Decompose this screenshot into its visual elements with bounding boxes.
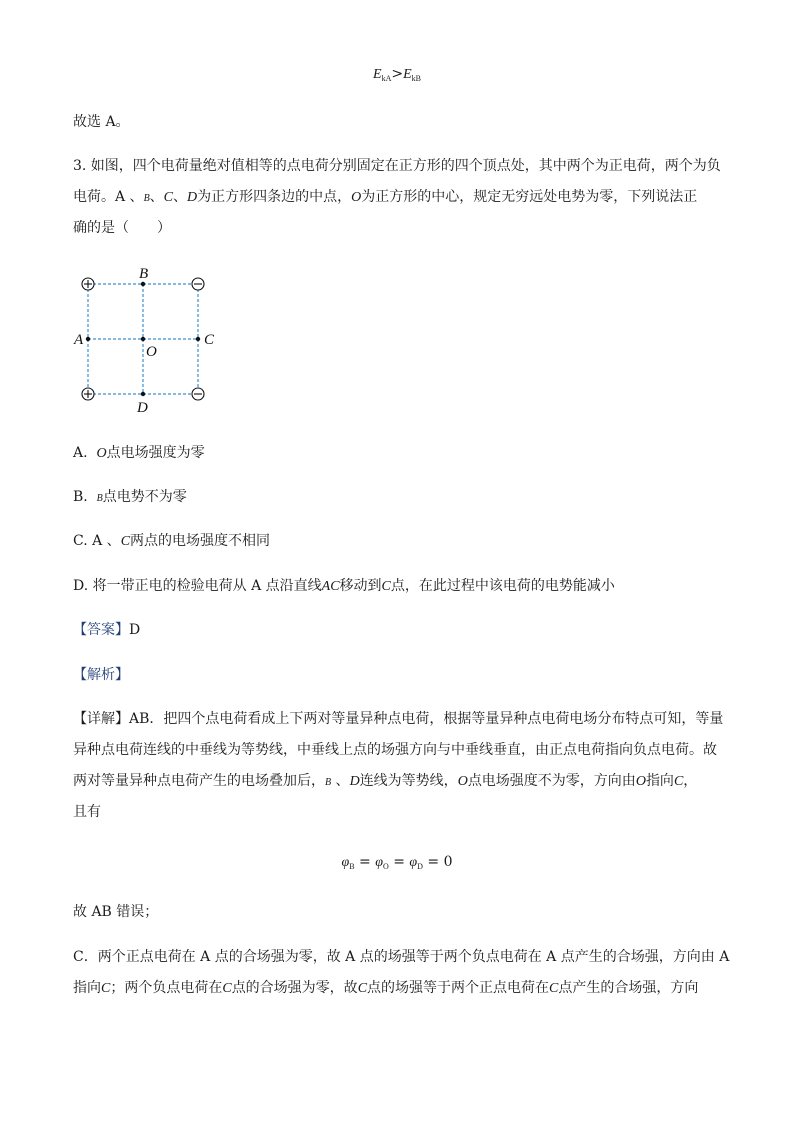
option-text: 点电势不为零 xyxy=(102,489,187,505)
var-ac: AC xyxy=(321,579,340,594)
q3-line-1: 3. 如图，四个电荷量绝对值相等的点电荷分别固定在正方形的四个顶点处，其中两个为正电荷，两个为负 xyxy=(73,158,721,174)
phi-symbol: φ xyxy=(375,855,383,870)
var-b: B xyxy=(325,777,332,788)
negative-charge-top-right xyxy=(192,278,204,290)
subscript: kA xyxy=(381,74,392,83)
var-c: C xyxy=(163,190,174,205)
label-a: A xyxy=(74,332,84,348)
detail-text: 点产生的合场强，方向 xyxy=(558,980,699,996)
option-text: 点，在此过程中该电荷的电势能减小 xyxy=(390,578,615,594)
detail-text: 指向 xyxy=(73,980,101,996)
q3-text: 为正方形的中心，规定无穷远处电势为零，下列说法正 xyxy=(361,189,698,205)
top-formula xyxy=(0,64,794,89)
equals: = xyxy=(422,854,444,870)
subscript: D xyxy=(417,862,423,871)
option-label: D. 将一带正电的检验电荷从 A 点沿直线 xyxy=(73,578,322,594)
option-label: A. xyxy=(73,445,88,461)
point-b xyxy=(141,282,145,286)
option-label: B. xyxy=(73,489,88,505)
select-a: 故选 A。 xyxy=(73,114,130,130)
answer-value: D xyxy=(129,622,141,638)
detail-text: 连线为等势线， xyxy=(359,773,458,789)
var-c: C xyxy=(120,534,131,549)
phi-symbol: φ xyxy=(409,855,418,870)
option-text: 移动到 xyxy=(339,578,382,594)
detail-line-6: C．两个正点电荷在 A 点的合场强为零，故 A 点的场强等于两个负点电荷在 A 点产生的合场强，方向由 A xyxy=(73,949,730,965)
q3-line-2 xyxy=(73,187,697,209)
option-text: 两点的电场强度不相同 xyxy=(130,533,271,549)
option-label: C. A 、 xyxy=(73,533,121,549)
var-c: C xyxy=(222,981,232,996)
subscript: O xyxy=(382,862,389,871)
subscript: B xyxy=(349,862,355,871)
var-o: O xyxy=(351,190,362,205)
detail-tag: 【详解】 xyxy=(73,711,129,727)
detail-line-3 xyxy=(73,771,697,793)
option-c[interactable] xyxy=(73,531,270,552)
positive-charge-top-left xyxy=(82,278,94,290)
q3-text: 为正方形四条边的中点， xyxy=(197,189,352,205)
label-o: O xyxy=(146,344,157,360)
phi-symbol: φ xyxy=(341,855,350,870)
detail-text: 点电场强度不为零，方向由 xyxy=(467,773,636,789)
var-c: C xyxy=(549,981,559,996)
var-c: C xyxy=(357,981,368,996)
point-a xyxy=(86,337,90,341)
label-c: C xyxy=(204,332,215,348)
label-d: D xyxy=(137,400,148,416)
var-b: B xyxy=(143,193,150,204)
subscript: kB xyxy=(411,74,421,83)
zero: 0 xyxy=(443,854,453,870)
var-o: O xyxy=(96,446,107,461)
detail-text: 点的场强等于两个正点电荷在 xyxy=(367,980,550,996)
symbol-e: E xyxy=(373,67,382,82)
var-d: D xyxy=(187,190,198,205)
equals: = xyxy=(354,854,376,870)
option-b[interactable] xyxy=(73,487,187,509)
label-b: B xyxy=(139,266,149,282)
detail-text: ， xyxy=(683,773,698,789)
phi-formula xyxy=(0,852,794,877)
detail-text: 、 xyxy=(331,773,350,789)
point-c xyxy=(196,337,200,341)
q3-line-3: 确的是（ ） xyxy=(73,220,171,236)
var-o: O xyxy=(457,774,468,789)
detail-line-5: 故 AB 错误； xyxy=(73,904,159,920)
var-c: C xyxy=(673,774,684,789)
var-c: C xyxy=(381,579,391,594)
var-d: D xyxy=(349,774,360,789)
q3-text: 、 xyxy=(149,189,164,205)
option-a[interactable] xyxy=(73,443,205,464)
detail-line-1 xyxy=(73,709,723,729)
detail-line-7 xyxy=(73,978,698,999)
var-c: C xyxy=(101,981,111,996)
detail-text: 指向 xyxy=(645,773,674,789)
greater-than: > xyxy=(391,66,404,82)
detail-text: 点的合场强为零，故 xyxy=(231,980,358,996)
var-o: O xyxy=(635,774,646,789)
q3-text: 、 xyxy=(173,189,188,205)
equals: = xyxy=(388,854,410,870)
positive-charge-bottom-left xyxy=(82,388,94,400)
var-b: B xyxy=(96,493,103,504)
detail-line-4: 且有 xyxy=(73,804,101,820)
detail-text: AB．把四个点电荷看成上下两对等量异种点电荷，根据等量异种点电荷电场分布特点可知，等量 xyxy=(129,711,724,727)
option-text: 点电场强度为零 xyxy=(106,445,205,461)
q3-text: 电荷。A 、 xyxy=(73,189,144,205)
charge-square-figure xyxy=(70,262,220,422)
analysis-line xyxy=(73,665,129,685)
answer-line xyxy=(73,620,140,640)
symbol-e: E xyxy=(403,67,412,82)
negative-charge-bottom-right xyxy=(192,388,204,400)
answer-tag: 【答案】 xyxy=(73,622,129,638)
detail-line-2: 异种点电荷连线的中垂线为等势线，中垂线上点的场强方向与中垂线垂直，由正点电荷指向负点电荷。故 xyxy=(73,742,717,758)
detail-text: ；两个负点电荷在 xyxy=(110,980,223,996)
analysis-tag: 【解析】 xyxy=(73,667,129,683)
option-d[interactable] xyxy=(73,576,615,597)
detail-text: 两对等量异种点电荷产生的电场叠加后， xyxy=(73,773,325,789)
point-o xyxy=(141,337,145,341)
point-d xyxy=(141,392,145,396)
